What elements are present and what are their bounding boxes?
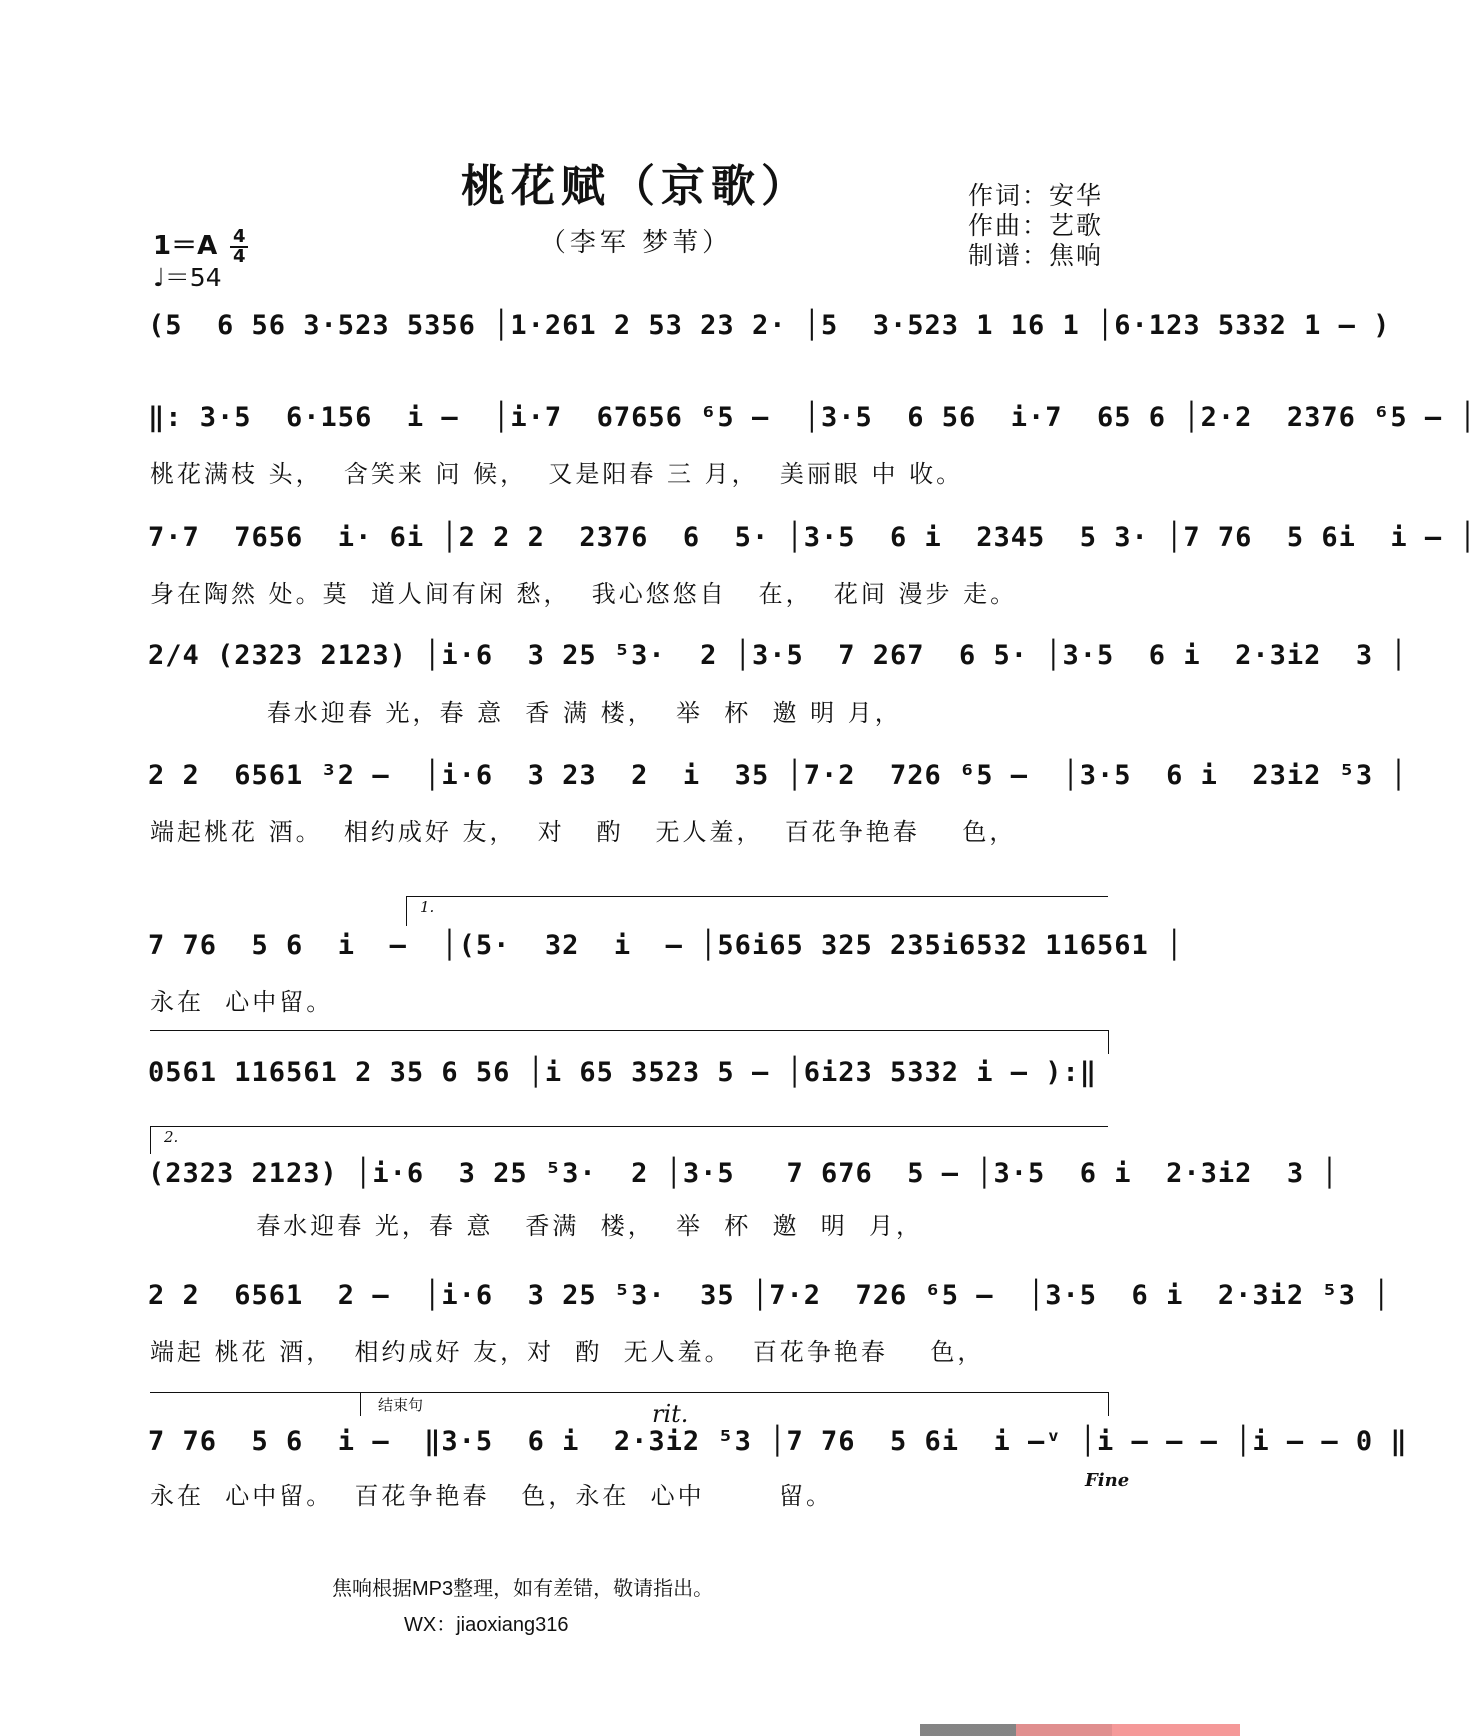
arranger: 制谱：焦响 [968,241,1104,270]
tempo-mark: ♩＝54 [153,263,222,292]
lyric-line-6: 永在 心中留。 [150,988,334,1016]
lyric-line-5: 端起桃花 酒。 相约成好 友， 对 酌 无人羞， 百花争艳春 色， [150,818,1017,846]
lyric-line-9: 端起 桃花 酒， 相约成好 友，对 酌 无人羞。 百花争艳春 色， [150,1338,985,1366]
performers: （李军 梦苇） [539,228,733,258]
page-title: 桃花赋（京歌） [461,161,811,212]
score-line-8: (2323 2123) │i·6 3 25 ⁵3· 2 │3·5 7 676 5 – │3·5 6 i 2·3i2 3 │ [148,1158,1339,1189]
time-signature [230,225,248,267]
lyric-line-3: 身在陶然 处。莫 道人间有闲 愁， 我心悠悠自 在， 花间 漫步 走。 [150,580,1018,608]
score-line-7: 0561 116561 2 35 6 56 │i 65 3523 5 – │6i23 5332 i – ):‖ [148,1057,1098,1088]
score-line-1: (5 6 56 3·523 5356 │1·261 2 53 23 2· │5 3·523 1 16 1 │6·123 5332 1 – ) [148,310,1391,341]
score-line-4: 2/4 (2323 2123) │i·6 3 25 ⁵3· 2 │3·5 7 267 6 5· │3·5 6 i 2·3i2 3 │ [148,640,1408,671]
footer-wx: WX：jiaoxiang316 [404,1614,569,1636]
key-label: 1＝A [153,231,218,261]
score-line-6: 7 76 5 6 i – │(5· 32 i – │56i65 325 235i6532 116561 │ [148,930,1184,961]
volta-1-continuation [150,1030,1108,1031]
volta-1-label: 1. [420,898,435,916]
score-line-5: 2 2 6561 ³2 – │i·6 3 23 2 i 35 │7·2 726 ⁶5 – │3·5 6 i 23i2 ⁵3 │ [148,760,1408,791]
volta-2-label: 2. [164,1128,179,1146]
volta-2-bracket [150,1126,1108,1127]
fine-mark: Fine [1085,1470,1130,1491]
score-line-3: 7·7 7656 i· 6i │2 2 2 2376 6 5· │3·5 6 i 2345 5 3· │7 76 5 6i i – │ [148,522,1477,553]
ritardando-mark: rit. [652,1400,689,1428]
ending-bracket-end [1108,1392,1109,1416]
composer: 作曲：艺歌 [968,211,1104,240]
lyric-line-8: 春水迎春 光，春 意 香满 楼， 举 杯 邀 明 月， [150,1212,923,1240]
ending-bracket [150,1392,1108,1393]
lyric-line-2: 桃花满枝 头， 含笑来 问 候， 又是阳春 三 月， 美丽眼 中 收。 [150,460,964,488]
lyric-line-10: 永在 心中留。 百花争艳春 色，永在 心中 留。 [150,1482,834,1510]
ending-bracket-start [360,1392,361,1416]
footer-note: 焦响根据MP3整理，如有差错，敬请指出。 [332,1578,714,1600]
lyricist: 作词：安华 [968,181,1104,210]
volta-1-bracket [406,896,1108,897]
time-bottom: 4 [233,245,246,267]
watermark-logo [920,1724,1240,1736]
lyric-line-4: 春水迎春 光，春 意 香 满 楼， 举 杯 邀 明 月， [150,699,902,727]
time-top: 4 [233,225,246,247]
score-line-9: 2 2 6561 2 – │i·6 3 25 ⁵3· 35 │7·2 726 ⁶5 – │3·5 6 i 2·3i2 ⁵3 │ [148,1280,1391,1311]
score-line-10: 7 76 5 6 i – ‖3·5 6 i 2·3i2 ⁵3 │7 76 5 6i i –ᵛ │i – – – │i – – 0 ‖ [148,1426,1408,1457]
ending-label: 结束句 [378,1396,424,1414]
score-line-2: ‖: 3·5 6·156 i – │i·7 67656 ⁶5 – │3·5 6 56 i·7 65 6 │2·2 2376 ⁶5 – │ [148,402,1477,433]
